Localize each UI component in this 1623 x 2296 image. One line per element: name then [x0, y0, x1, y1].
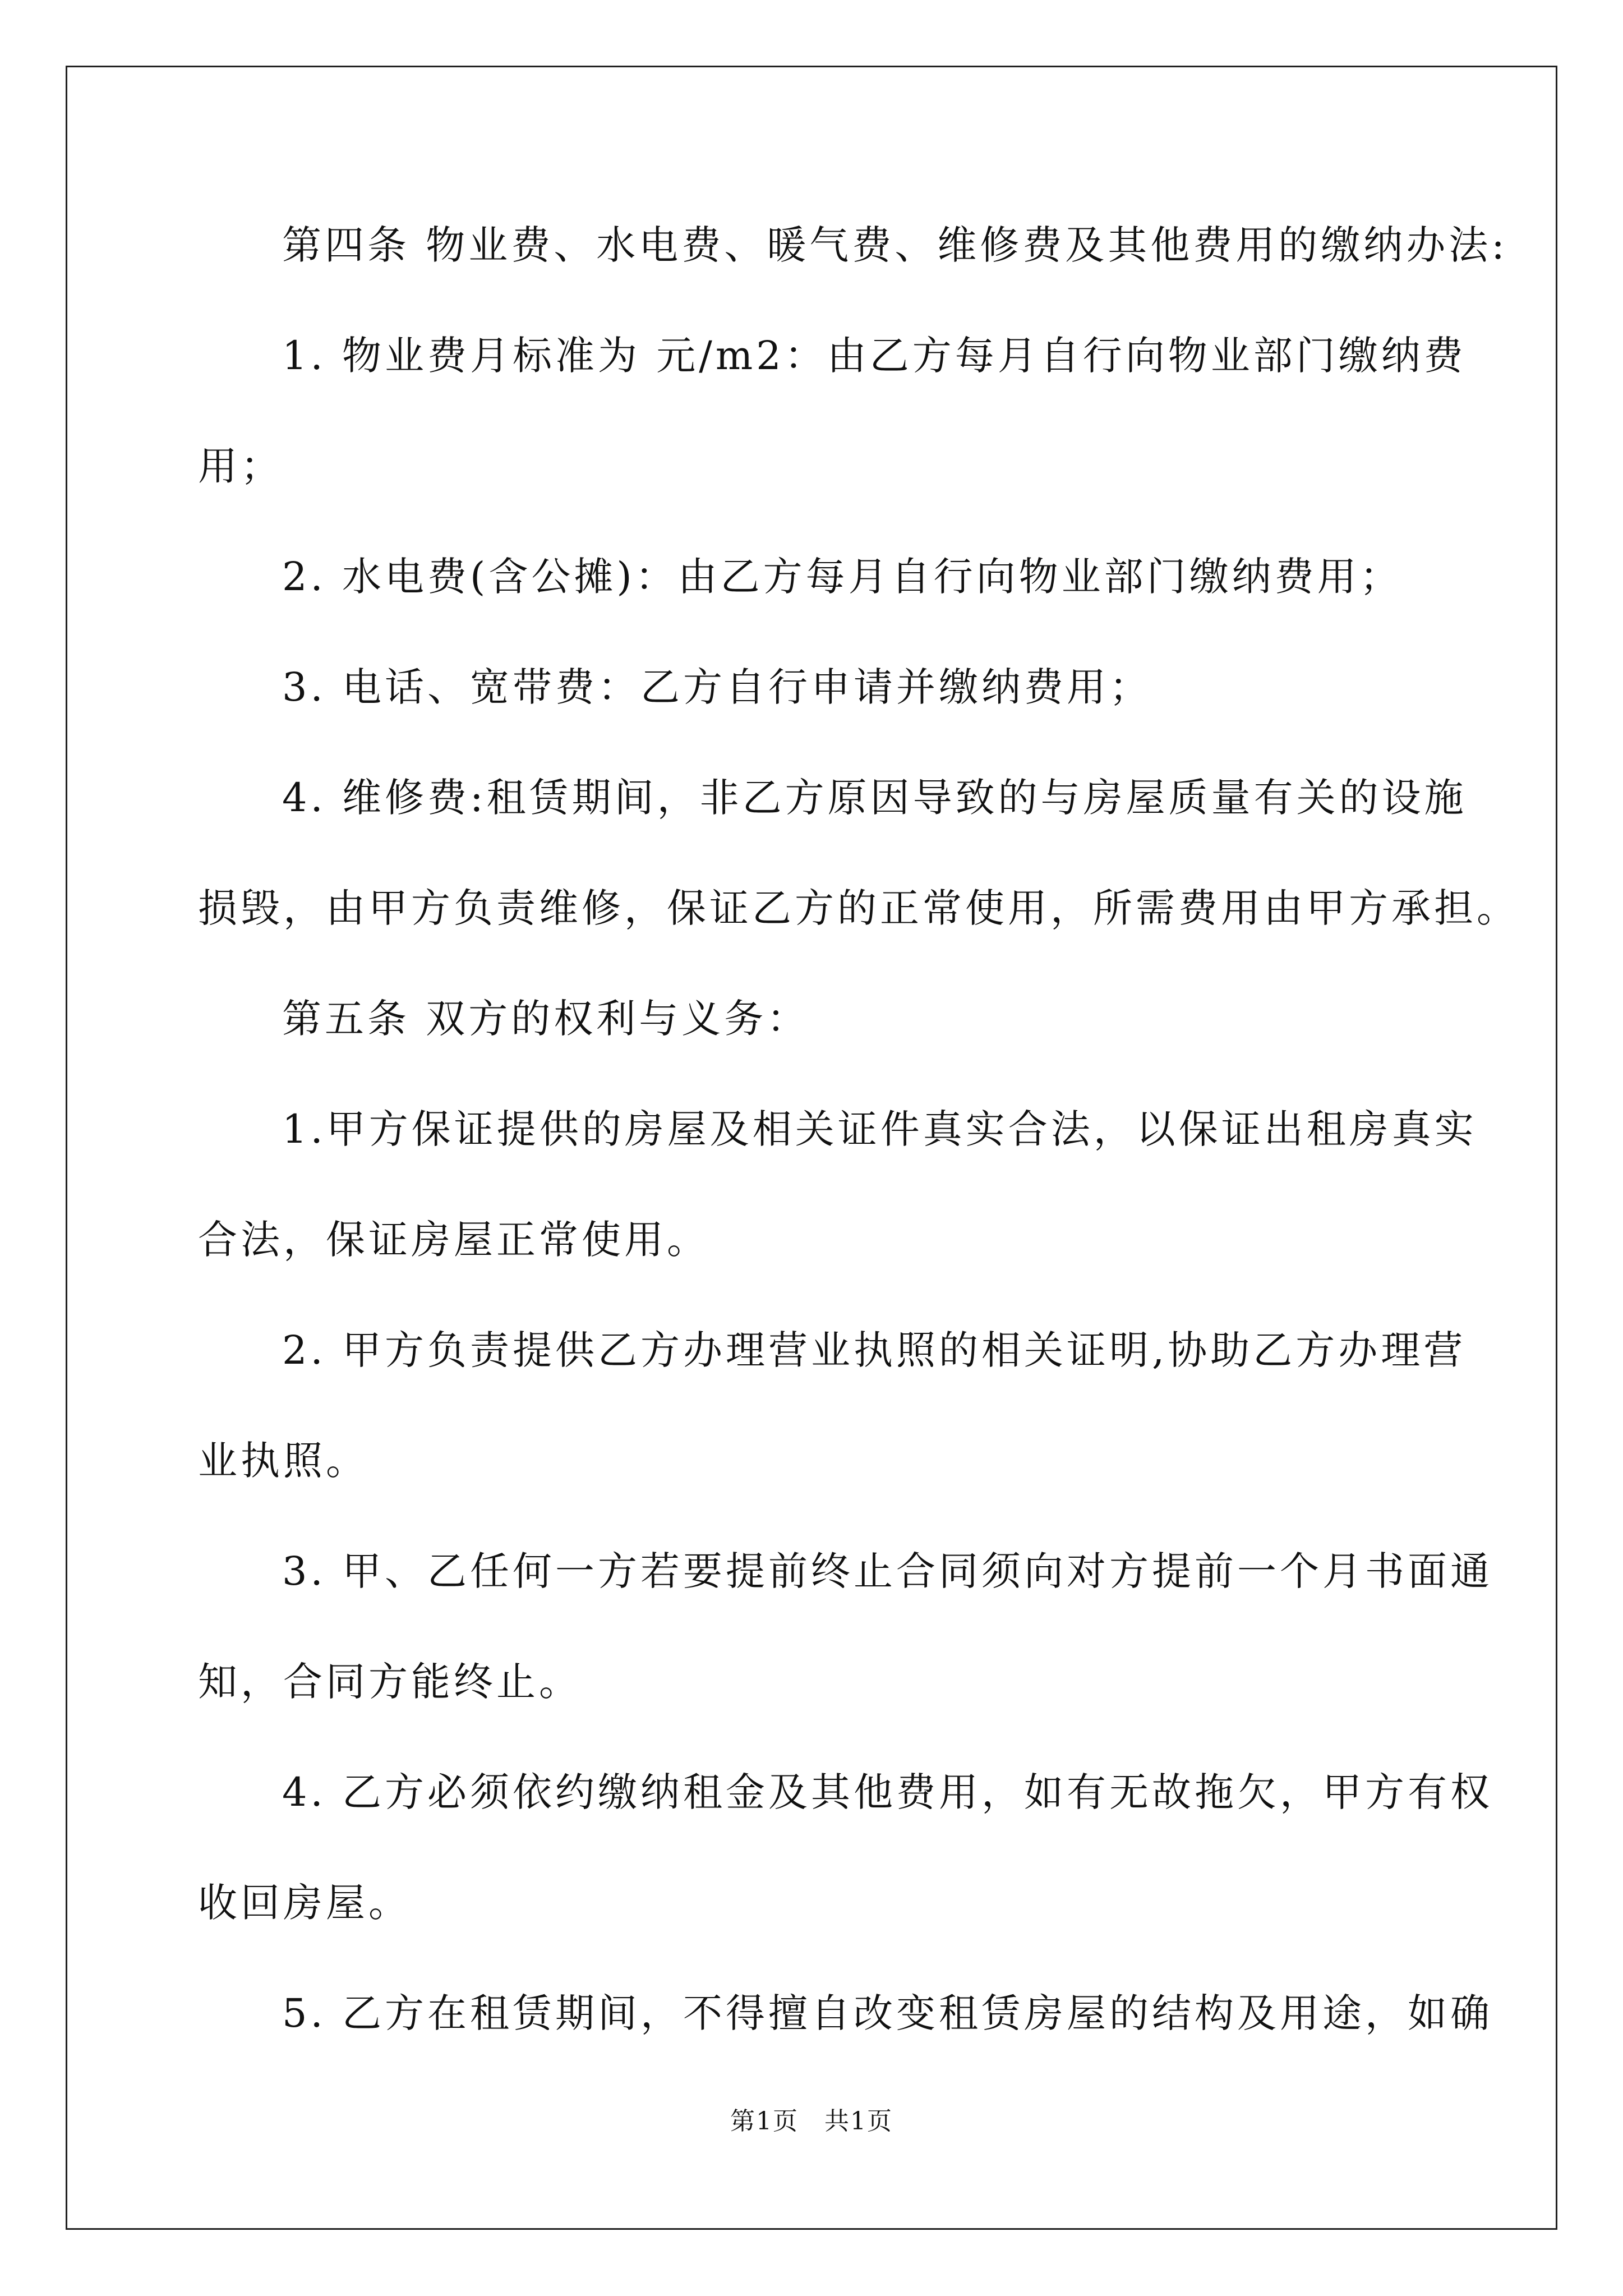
paragraph-line: 1. 物业费月标准为 元/m2：由乙方每月自行向物业部门缴纳费 [282, 333, 1467, 379]
paragraph-line: 1.甲方保证提供的房屋及相关证件真实合法，以保证出租房真实 [282, 1106, 1477, 1152]
paragraph-line: 2. 水电费(含公摊)：由乙方每月自行向物业部门缴纳费用； [282, 554, 1403, 600]
paragraph-line: 2. 甲方负责提供乙方办理营业执照的相关证明,协助乙方办理营 [282, 1327, 1467, 1373]
paragraph-line: 知，合同方能终止。 [198, 1659, 582, 1705]
paragraph-line: 5. 乙方在租赁期间，不得擅自改变租赁房屋的结构及用途，如确 [282, 1990, 1493, 2036]
paragraph-line: 3. 电话、宽带费：乙方自行申请并缴纳费用； [282, 664, 1152, 710]
paragraph-line: 收回房屋。 [198, 1880, 411, 1926]
paragraph-line: 业执照。 [198, 1438, 368, 1484]
paragraph-line: 3. 甲、乙任何一方若要提前终止合同须向对方提前一个月书面通 [282, 1548, 1493, 1594]
paragraph-line: 4. 乙方必须依约缴纳租金及其他费用，如有无故拖欠，甲方有权 [282, 1769, 1493, 1815]
paragraph-line: 用； [198, 443, 283, 489]
page-number-footer: 第1页 共1页 [730, 2107, 893, 2136]
paragraph-line: 合法，保证房屋正常使用。 [198, 1217, 709, 1263]
paragraph-line: 4. 维修费:租赁期间，非乙方原因导致的与房屋质量有关的设施 [282, 775, 1467, 821]
article-4-heading: 第四条 物业费、水电费、暖气费、维修费及其他费用的缴纳办法: [282, 222, 1508, 268]
paragraph-line: 损毁，由甲方负责维修，保证乙方的正常使用，所需费用由甲方承担。 [198, 885, 1519, 931]
article-5-heading: 第五条 双方的权利与义务： [282, 996, 810, 1042]
